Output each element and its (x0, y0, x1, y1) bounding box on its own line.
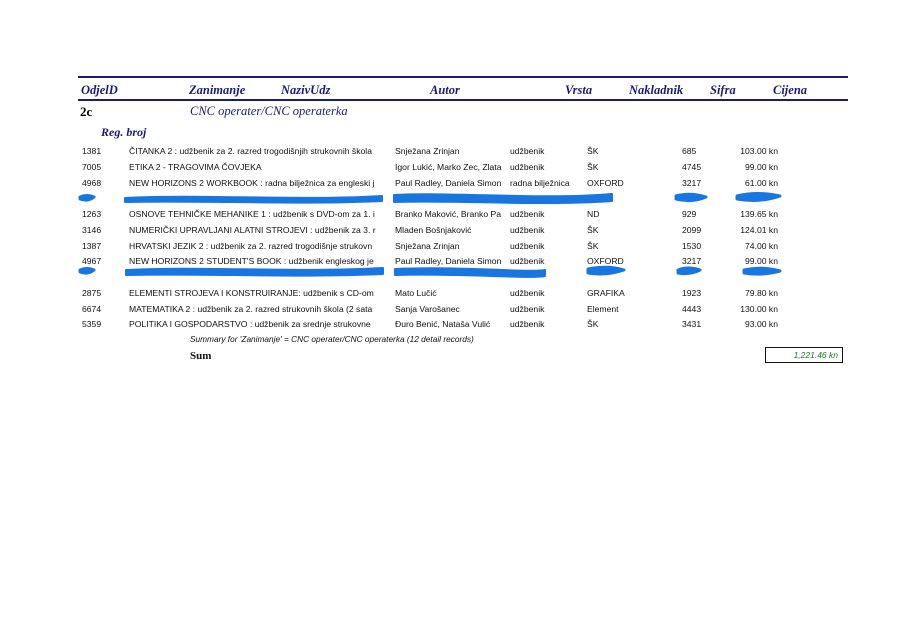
col-header-vrsta: Vrsta (565, 83, 593, 97)
col-header-sifra: Sifra (710, 83, 736, 97)
cell-vrsta: udžbenik (510, 146, 545, 156)
cell-naziv: ELEMENTI STROJEVA I KONSTRUIRANJE: udžbenik s CD-om (129, 288, 374, 298)
cell-autor: Branko Maković, Branko Pa (395, 209, 502, 219)
cell-cijena: 130.00 kn (740, 304, 778, 314)
cell-sifra: 1530 (682, 241, 702, 251)
cell-nakladnik: OXFORD (587, 256, 624, 266)
cell-autor: Mato Lučić (395, 288, 437, 298)
cell-reg-broj: 6674 (82, 304, 102, 314)
redaction-mark (678, 268, 700, 274)
cell-nakladnik: ŠK (587, 319, 599, 329)
col-header-odjelid: OdjelD (81, 83, 118, 97)
cell-vrsta: udžbenik (510, 319, 545, 329)
cell-reg-broj: 4967 (82, 256, 102, 266)
redaction-mark (394, 194, 612, 203)
cell-naziv: OSNOVE TEHNIČKE MEHANIKE 1 : udžbenik s DVD-om za 1. i (129, 209, 375, 219)
col-header-nakladnik: Nakladnik (629, 83, 684, 97)
cell-naziv: MATEMATIKA 2 : udžbenik za 2. razred strukovnih škola (2 sata (129, 304, 373, 314)
cell-nakladnik: ŠK (587, 241, 599, 251)
col-header-autor: Autor (430, 83, 460, 97)
table-row (0, 176, 919, 190)
cell-cijena: 103.00 kn (740, 146, 778, 156)
cell-naziv: HRVATSKI JEZIK 2 : udžbenik za 2. razred trogodišnje strukovn (129, 241, 373, 251)
cell-reg-broj: 5359 (82, 319, 102, 329)
table-row (0, 302, 919, 316)
sum-total-value: 1,221.46 kn (793, 350, 838, 360)
cell-autor: Paul Radley, Daniela Simon (395, 256, 502, 266)
redaction-mark (395, 268, 545, 277)
cell-sifra: 4745 (682, 162, 702, 172)
cell-vrsta: udžbenik (510, 225, 545, 235)
cell-naziv: NUMERIČKI UPRAVLJANI ALATNI STROJEVI : udžbenik za 3. r (129, 225, 376, 235)
cell-cijena: 99.00 kn (745, 162, 778, 172)
cell-reg-broj: 1381 (82, 146, 102, 156)
table-row (0, 317, 919, 331)
group-summary: Summary for 'Zanimanje' = CNC operater/CNC operaterka (12 detail records) (190, 334, 474, 344)
cell-nakladnik: OXFORD (587, 178, 624, 188)
cell-sifra: 2099 (682, 225, 702, 235)
cell-naziv: NEW HORIZONS 2 STUDENT'S BOOK : udžbenik engleskog je (129, 256, 374, 266)
col-header-zanimanje: Zanimanje (189, 83, 246, 97)
sum-total-box (765, 347, 843, 363)
cell-sifra: 929 (682, 209, 697, 219)
cell-vrsta: udžbenik (510, 241, 545, 251)
cell-sifra: 3431 (682, 319, 702, 329)
table-row (0, 223, 919, 237)
redaction-mark (126, 268, 383, 276)
cell-cijena: 139.65 kn (740, 209, 778, 219)
col-header-nazivudz: NazivUdz (281, 83, 331, 97)
redaction-mark (80, 196, 94, 201)
cell-vrsta: udžbenik (510, 162, 545, 172)
cell-cijena: 79.80 kn (745, 288, 778, 298)
cell-nakladnik: ŠK (587, 162, 599, 172)
table-row (0, 286, 919, 300)
cell-autor: Paul Radley, Daniela Simon (395, 178, 502, 188)
table-row (0, 207, 919, 221)
cell-reg-broj: 7005 (82, 162, 102, 172)
cell-sifra: 3217 (682, 178, 702, 188)
cell-cijena: 124.01 kn (740, 225, 778, 235)
cell-reg-broj: 1387 (82, 241, 102, 251)
cell-autor: Mladen Bošnjaković (395, 225, 472, 235)
cell-nakladnik: ŠK (587, 225, 599, 235)
cell-autor: Igor Lukić, Marko Zec, Zlata (395, 162, 502, 172)
table-row (0, 144, 919, 158)
group-zanimanje: CNC operater/CNC operaterka (190, 104, 348, 118)
redaction-mark (676, 194, 706, 200)
cell-autor: Đuro Benić, Nataša Vulić (395, 319, 491, 329)
cell-vrsta: udžbenik (510, 256, 545, 266)
cell-vrsta: udžbenik (510, 288, 545, 298)
cell-reg-broj: 4968 (82, 178, 102, 188)
redaction-mark (80, 269, 94, 274)
cell-vrsta: udžbenik (510, 304, 545, 314)
cell-sifra: 685 (682, 146, 697, 156)
redaction-mark (737, 194, 780, 201)
col-header-cijena: Cijena (773, 83, 808, 97)
cell-nakladnik: GRAFIKA (587, 288, 625, 298)
cell-autor: Snježana Zrinjan (395, 146, 460, 156)
cell-naziv: ČITANKA 2 : udžbenik za 2. razred trogodišnjih strukovnih škola (129, 146, 372, 156)
cell-autor: Sanja Varošanec (395, 304, 460, 314)
cell-nakladnik: Element (587, 304, 619, 314)
cell-autor: Snježana Zrinjan (395, 241, 460, 251)
cell-vrsta: udžbenik (510, 209, 545, 219)
reg-broj-label: Reg. broj (101, 125, 147, 139)
cell-naziv: POLITIKA I GOSPODARSTVO : udžbenik za srednje strukovne (129, 319, 371, 329)
cell-reg-broj: 1263 (82, 209, 102, 219)
cell-cijena: 74.00 kn (745, 241, 778, 251)
cell-nakladnik: ŠK (587, 146, 599, 156)
cell-sifra: 3217 (682, 256, 702, 266)
cell-cijena: 93.00 kn (745, 319, 778, 329)
redaction-mark (125, 196, 382, 203)
header-top-rule (78, 76, 848, 78)
cell-sifra: 1923 (682, 288, 702, 298)
cell-naziv: NEW HORIZONS 2 WORKBOOK : radna bilježnica za engleski j (129, 178, 375, 188)
cell-cijena: 61.00 kn (745, 178, 778, 188)
cell-reg-broj: 2875 (82, 288, 102, 298)
redaction-mark (588, 267, 624, 274)
sum-label: Sum (190, 350, 212, 362)
table-row (0, 160, 919, 174)
cell-naziv: ETIKA 2 - TRAGOVIMA ČOVJEKA (129, 162, 262, 172)
cell-reg-broj: 3146 (82, 225, 102, 235)
cell-sifra: 4443 (682, 304, 702, 314)
group-odjel: 2c (80, 104, 93, 119)
header-bottom-rule (78, 99, 848, 101)
table-row (0, 239, 919, 253)
cell-cijena: 99.00 kn (745, 256, 778, 266)
cell-nakladnik: ND (587, 209, 600, 219)
redaction-mark (744, 268, 780, 274)
table-row (0, 254, 919, 268)
cell-vrsta: radna bilježnica (510, 178, 570, 188)
